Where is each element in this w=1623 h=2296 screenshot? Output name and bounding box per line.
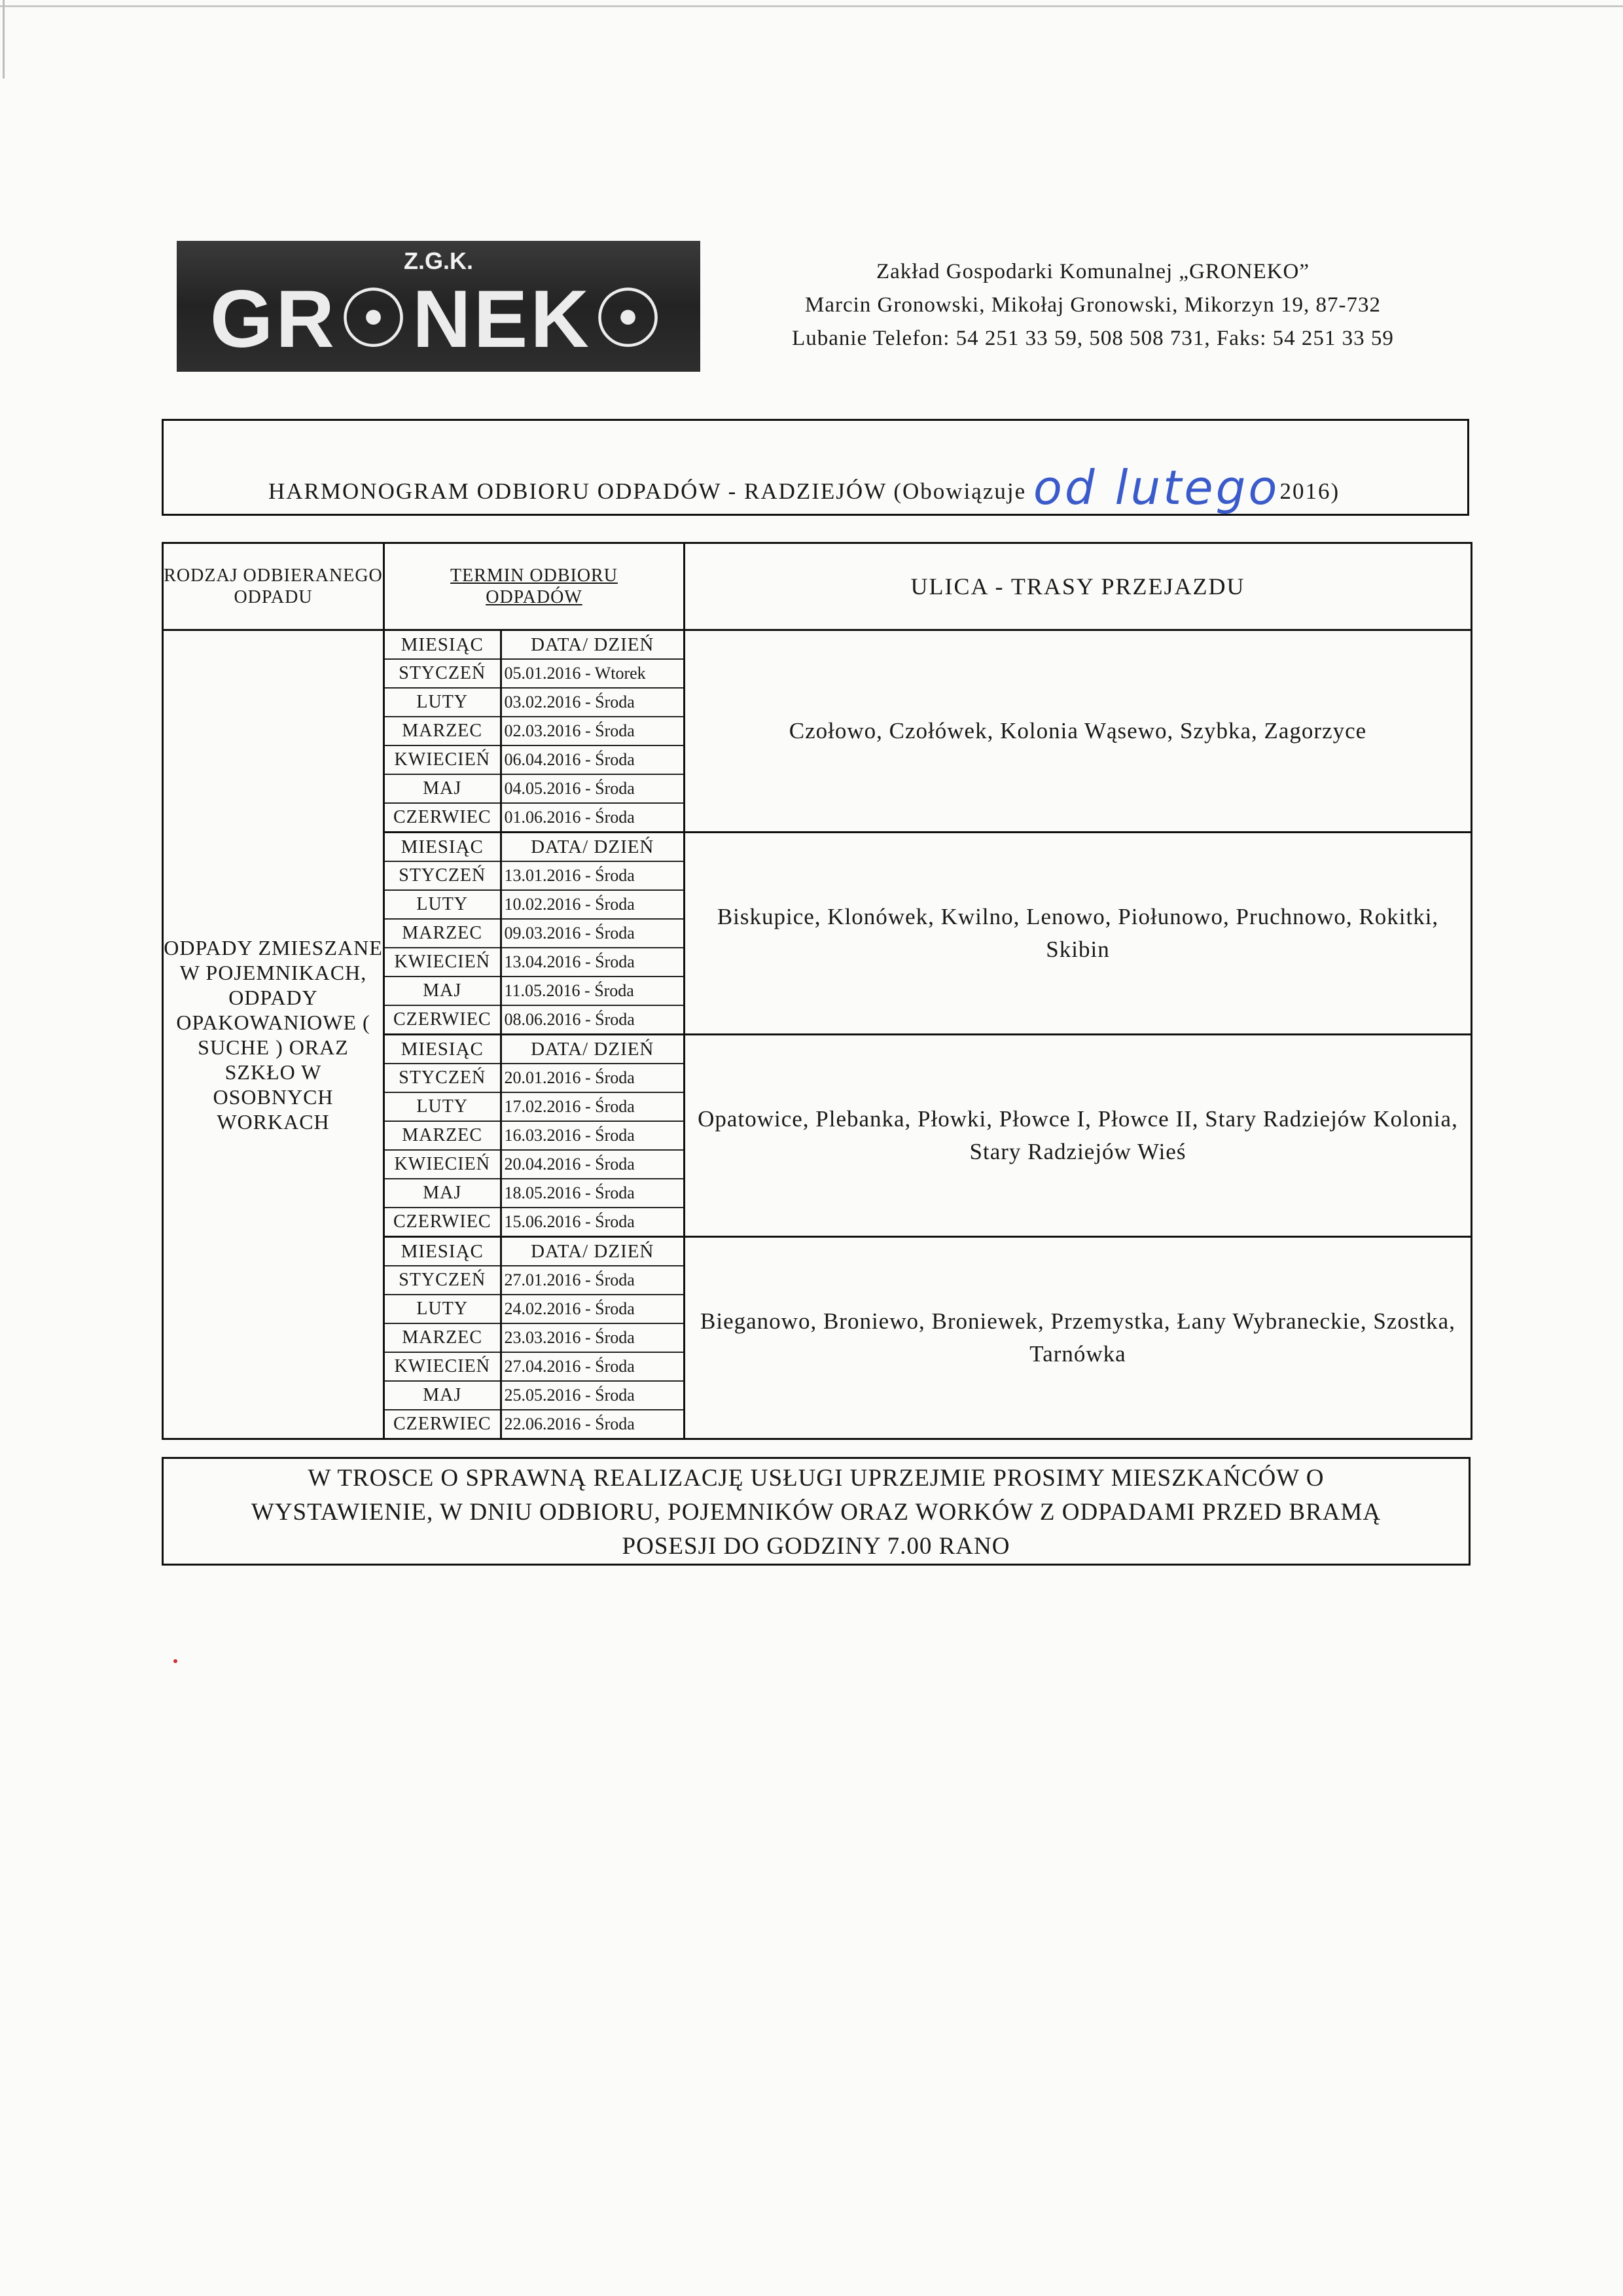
month-cell: MARZEC xyxy=(385,717,501,745)
company-contact: Lubanie Telefon: 54 251 33 59, 508 508 731, Faks: 54 251 33 59 xyxy=(792,327,1394,350)
pickup-date-row xyxy=(385,717,683,745)
month-cell: MARZEC xyxy=(385,1121,501,1150)
month-cell: STYCZEŃ xyxy=(385,1266,501,1295)
pickup-date-row xyxy=(385,1381,683,1410)
pickup-date-row xyxy=(385,861,683,890)
company-name: Zakład Gospodarki Komunalnej „GRONEKO” xyxy=(876,260,1310,283)
pickup-date-row xyxy=(385,1295,683,1323)
date-cell: 27.01.2016 - Środa xyxy=(501,1266,683,1295)
schedule-title xyxy=(268,455,1340,515)
date-cell: 02.03.2016 - Środa xyxy=(501,717,683,745)
month-cell: LUTY xyxy=(385,890,501,919)
streets-cell: Czołowo, Czołówek, Kolonia Wąsewo, Szybka, Zagorzyce xyxy=(685,630,1472,833)
pickup-date-row xyxy=(385,1092,683,1121)
month-cell: STYCZEŃ xyxy=(385,861,501,890)
month-cell: MARZEC xyxy=(385,919,501,948)
notice-line: POSESJI DO GODZINY 7.00 RANO xyxy=(622,1533,1010,1560)
pickup-dates-table xyxy=(385,1238,683,1438)
month-cell: MAJ xyxy=(385,1179,501,1208)
date-cell: 05.01.2016 - Wtorek xyxy=(501,659,683,688)
month-cell: CZERWIEC xyxy=(385,1208,501,1236)
date-cell: 20.04.2016 - Środa xyxy=(501,1150,683,1179)
dates-subheader-row xyxy=(385,631,683,659)
month-cell: MARZEC xyxy=(385,1323,501,1352)
scan-edge xyxy=(0,5,1623,7)
subheader-date: DATA/ DZIEŃ xyxy=(501,1035,683,1064)
pickup-dates-cell xyxy=(384,630,685,833)
subheader-month: MIESIĄC xyxy=(385,833,501,861)
header-pickup-term xyxy=(384,543,685,630)
schedule-title-box xyxy=(162,419,1469,516)
pickup-dates-cell xyxy=(384,1237,685,1439)
month-cell: CZERWIEC xyxy=(385,803,501,831)
pickup-date-row xyxy=(385,1064,683,1092)
company-info xyxy=(720,255,1466,355)
month-cell: CZERWIEC xyxy=(385,1410,501,1438)
subheader-date: DATA/ DZIEŃ xyxy=(501,1238,683,1266)
streets-cell: Opatowice, Plebanka, Płowki, Płowce I, Płowce II, Stary Radziejów Kolonia, Stary Radziejów Wieś xyxy=(685,1035,1472,1237)
pickup-date-row xyxy=(385,688,683,717)
company-owners-address: Marcin Gronowski, Mikołaj Gronowski, Mikorzyn 19, 87-732 xyxy=(804,293,1381,317)
date-cell: 03.02.2016 - Środa xyxy=(501,688,683,717)
date-cell: 08.06.2016 - Środa xyxy=(504,1010,635,1029)
subheader-date: DATA/ DZIEŃ xyxy=(501,631,683,659)
date-cell: 23.03.2016 - Środa xyxy=(501,1323,683,1352)
date-cell: 25.05.2016 - Środa xyxy=(501,1381,683,1410)
streets-cell: Bieganowo, Broniewo, Broniewek, Przemystka, Łany Wybraneckie, Szostka, Tarnówka xyxy=(685,1237,1472,1439)
pickup-date-row xyxy=(385,1005,683,1033)
month-cell: MAJ xyxy=(385,774,501,803)
date-cell: 18.05.2016 - Środa xyxy=(501,1179,683,1208)
header-streets: ULICA - TRASY PRZEJAZDU xyxy=(685,543,1472,630)
schedule-table xyxy=(162,542,1472,1440)
logo-name-text: GR☉NEK☉ xyxy=(209,274,668,365)
notice-line: WYSTAWIENIE, W DNIU ODBIORU, POJEMNIKÓW ORAZ WORKÓW Z ODPADAMI PRZED BRAMĄ xyxy=(251,1499,1382,1526)
month-cell: STYCZEŃ xyxy=(385,659,501,688)
dates-subheader-row xyxy=(385,1238,683,1266)
pickup-dates-table xyxy=(385,1035,683,1236)
month-cell: MAJ xyxy=(385,977,501,1005)
header-term-line1: TERMIN ODBIORU xyxy=(450,565,618,586)
handwritten-note: od lutego xyxy=(1033,460,1280,515)
date-cell: 27.04.2016 - Środa xyxy=(501,1352,683,1381)
date-cell: 09.03.2016 - Środa xyxy=(501,919,683,948)
pickup-date-row xyxy=(385,1150,683,1179)
pickup-date-row xyxy=(385,1208,683,1236)
pickup-date-row xyxy=(385,1352,683,1381)
header-term-line2: ODPADÓW xyxy=(486,587,582,607)
pickup-dates-table xyxy=(385,631,683,831)
logo-zgk-text: Z.G.K. xyxy=(404,247,473,274)
pickup-date-row xyxy=(385,803,683,831)
date-cell: 11.05.2016 - Środa xyxy=(501,977,683,1005)
pickup-date-row xyxy=(385,1323,683,1352)
date-cell: 06.04.2016 - Środa xyxy=(501,745,683,774)
dates-subheader-row xyxy=(385,833,683,861)
date-cell: 22.06.2016 - Środa xyxy=(504,1414,635,1433)
date-cell: 04.05.2016 - Środa xyxy=(501,774,683,803)
date-cell: 15.06.2016 - Środa xyxy=(504,1212,635,1231)
pickup-date-row xyxy=(385,890,683,919)
pickup-date-row xyxy=(385,1121,683,1150)
date-cell: 16.03.2016 - Środa xyxy=(501,1121,683,1150)
month-cell: KWIECIEŃ xyxy=(385,1352,501,1381)
pickup-date-row xyxy=(385,919,683,948)
month-cell: LUTY xyxy=(385,1092,501,1121)
month-cell: KWIECIEŃ xyxy=(385,1150,501,1179)
pickup-date-row xyxy=(385,745,683,774)
subheader-month: MIESIĄC xyxy=(385,1035,501,1064)
date-cell: 10.02.2016 - Środa xyxy=(501,890,683,919)
title-prefix: HARMONOGRAM ODBIORU ODPADÓW - RADZIEJÓW (Obowiązuje xyxy=(268,478,1027,504)
subheader-date: DATA/ DZIEŃ xyxy=(501,833,683,861)
date-cell: 13.01.2016 - Środa xyxy=(501,861,683,890)
subheader-month: MIESIĄC xyxy=(385,631,501,659)
month-cell: LUTY xyxy=(385,1295,501,1323)
notice-line: W TROSCE O SPRAWNĄ REALIZACJĘ USŁUGI UPRZEJMIE PROSIMY MIESZKAŃCÓW O xyxy=(308,1465,1325,1492)
schedule-group-row xyxy=(163,630,1472,833)
month-cell: MAJ xyxy=(385,1381,501,1410)
title-suffix: 2016) xyxy=(1279,478,1340,504)
month-cell: LUTY xyxy=(385,688,501,717)
pickup-date-row xyxy=(385,977,683,1005)
dates-subheader-row xyxy=(385,1035,683,1064)
streets-cell: Biskupice, Klonówek, Kwilno, Lenowo, Piołunowo, Pruchnowo, Rokitki, Skibin xyxy=(685,833,1472,1035)
waste-type-cell: ODPADY ZMIESZANE W POJEMNIKACH, ODPADY OPAKOWANIOWE ( SUCHE ) ORAZ SZKŁO W OSOBNYCH WORKACH xyxy=(163,630,384,1439)
notice-box xyxy=(162,1457,1471,1566)
date-cell: 17.02.2016 - Środa xyxy=(501,1092,683,1121)
scan-speck xyxy=(173,1659,177,1663)
month-cell: KWIECIEŃ xyxy=(385,745,501,774)
date-cell: 13.04.2016 - Środa xyxy=(501,948,683,977)
company-logo xyxy=(177,241,700,372)
pickup-date-row xyxy=(385,948,683,977)
pickup-date-row xyxy=(385,1179,683,1208)
date-cell: 01.06.2016 - Środa xyxy=(504,808,635,827)
date-cell: 20.01.2016 - Środa xyxy=(501,1064,683,1092)
pickup-date-row xyxy=(385,1266,683,1295)
month-cell: KWIECIEŃ xyxy=(385,948,501,977)
pickup-date-row xyxy=(385,774,683,803)
header-waste-type: RODZAJ ODBIERANEGO ODPADU xyxy=(163,543,384,630)
pickup-date-row xyxy=(385,1410,683,1438)
subheader-month: MIESIĄC xyxy=(385,1238,501,1266)
pickup-dates-cell xyxy=(384,1035,685,1237)
month-cell: CZERWIEC xyxy=(385,1005,501,1033)
pickup-dates-table xyxy=(385,833,683,1033)
scan-edge-left xyxy=(3,0,5,79)
date-cell: 24.02.2016 - Środa xyxy=(501,1295,683,1323)
pickup-dates-cell xyxy=(384,833,685,1035)
month-cell: STYCZEŃ xyxy=(385,1064,501,1092)
pickup-date-row xyxy=(385,659,683,688)
